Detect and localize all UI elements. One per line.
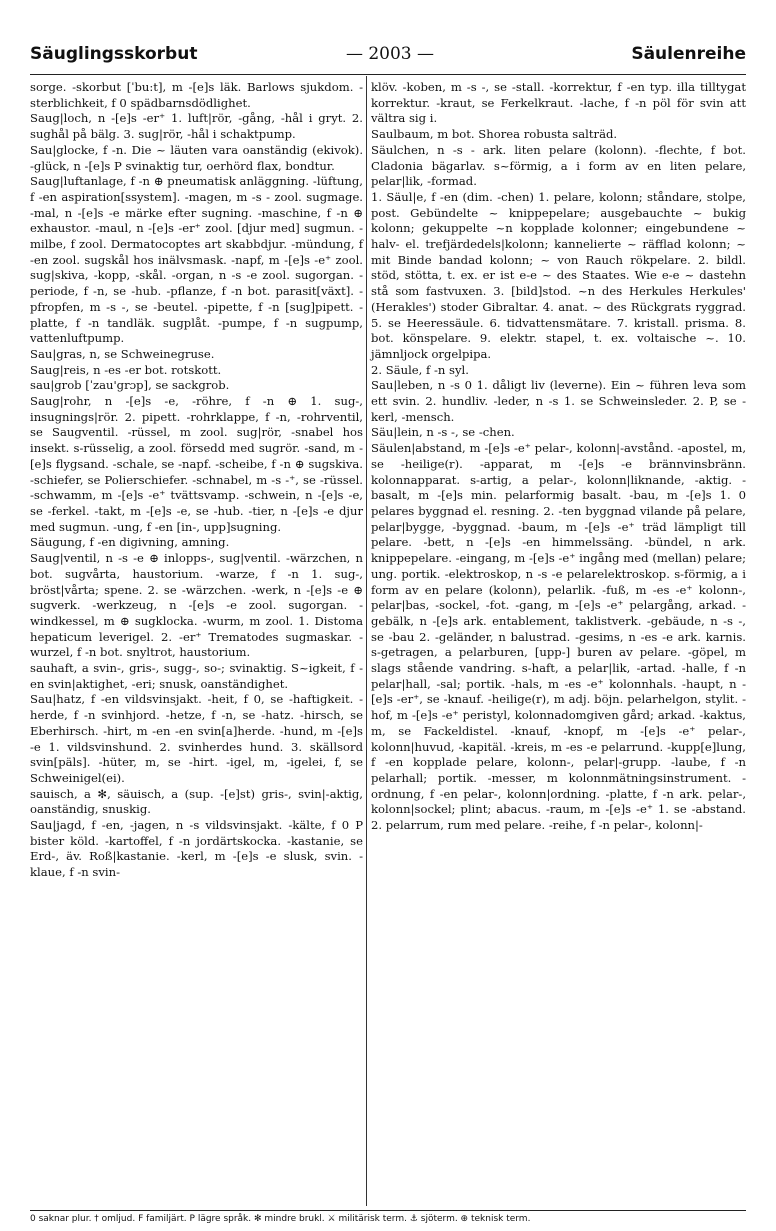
dictionary-entry: sorge. -skorbut [ˈbu:t], m -[e]s läk. Barlows sjukdom. -sterblichkeit, f 0 spädbarnsdödlighet. xyxy=(30,80,363,110)
page-number: — 2003 — xyxy=(345,44,435,64)
dictionary-entry: 1. Säul|e, f -en (dim. -chen) 1. pelare, kolonn; ståndare, stolpe, post. Gebündelte ~ knippepelare; ausgebauchte ~ bukig kolonn; gekuppelte ~n kopplade kolonner; eingebundene ~ halv- el. trefjärdedels|kolonn; kannelierte ~ räfflad kolonn; ~ mit Binde bandad kolonn; ~ von Rauch rökpelare. 2. bildl. stöd, stötta, t. ex. er ist e-e ~ des Staates. Wie e-e ~ dastehn stå som fastvuxen. 3. [bild]stod. ~n des Herkules Herkules' (Herakles') stoder Gibraltar. 4. anat. ~ des Rückgrats ryggrad. 5. se Heeressäule. 6. tidvattensmätare. 7. kristall. prisma. 8. bot. könspelare. 9. elektr. stapel, t. ex. voltaische ~. 10. jämnljock orgelpipa. xyxy=(371,189,746,361)
dictionary-entry: sau|grob [ˈzau'grɔp], se sackgrob. xyxy=(30,378,230,393)
dictionary-entry: Sau|jagd, f -en, -jagen, n -s vildsvinsjakt. -kälte, f 0 P bister köld. -kartoffel, f -n jordärtskocka. -kastanie, se Erd-, äv. Roß|kastanie. -kerl, m -[e]s -e slusk, svin. -klaue, f -n svin- xyxy=(30,818,363,880)
abbreviation-legend: 0 saknar plur. † omljud. F familjärt. P lägre språk. ✻ mindre brukl. ⚔ militärisk term. ⚓ sjöterm. ⊕ teknisk term. xyxy=(30,1214,531,1224)
dictionary-entry: Sau|glocke, f -n. Die ~ läuten vara oanständig (ekivok). -glück, n -[e]s P svinaktig tur, oerhörd flax, bondtur. xyxy=(30,142,363,173)
running-header xyxy=(30,44,746,72)
dictionary-entry: 2. Säule, f -n syl. xyxy=(371,362,469,377)
dictionary-entry: Sau|leben, n -s 0 1. dåligt liv (leverne). Ein ~ führen leva som ett svin. 2. hundliv. -leder, n -s 1. se Schweinsleder. 2. P, se -kerl, -mensch. xyxy=(371,378,746,424)
footer-rule xyxy=(30,1210,746,1211)
dictionary-entry: klöv. -koben, m -s -, se -stall. -korrektur, f -en typ. illa tilltygat korrektur. -kraut, se Ferkelkraut. -lache, f -n pöl för svin att vältra sig i. xyxy=(371,80,746,126)
dictionary-entry: sauisch, a ✻, säuisch, a (sup. -[e]st) gris-, svin|-aktig, oanständig, snuskig. xyxy=(30,786,363,817)
dictionary-entry: Saug|loch, n -[e]s -er⁺ 1. luft|rör, -gång, -hål i gryt. 2. sughål på bälg. 3. sug|rör, -hål i schaktpump. xyxy=(30,111,363,142)
left-column xyxy=(30,80,363,881)
dictionary-entry: Saug|rohr, n -[e]s -e, -röhre, f -n ⊕ 1. sug-, insugnings|rör. 2. pipett. -rohrklappe, f -n, -rohrventil, se Saugventil. -rüssel, m zool. sug|rör, -snabel hos insekt. s-rüsselig, a zool. försedd med sugrör. -sand, m -[e]s flygsand. -schale, se -napf. -scheibe, f -n ⊕ sugskiva. -schiefer, se Polierschiefer. -schnabel, m -s -⁺, se -rüssel. -schwamm, m -[e]s -e⁺ tvättsvamp. -schwein, n -[e]s -e, se -ferkel. -takt, m -[e]s -e, se -hub. -tier, n -[e]s -e djur med sugmun. -ung, f -en [in-, upp]sugning. xyxy=(30,394,363,534)
dictionary-entry: sauhaft, a svin-, gris-, sugg-, so-; svinaktig. S~igkeit, f -en svin|aktighet, -eri; snusk, oanständighet. xyxy=(30,661,363,691)
header-last-word: Säulenreihe xyxy=(631,44,746,64)
dictionary-entry: Sau|hatz, f -en vildsvinsjakt. -heit, f 0, se -haftigkeit. -herde, f -n svinhjord. -hetze, f -n, se -hatz. -hirsch, se Eberhirsch. -hirt, m -en -en svin[a]herde. -hund, m -[e]s -e 1. vildsvinshund. 2. svinherdes hund. 3. skällsord svin[päls]. -hüter, m, se -hirt. -igel, m, -igelei, f, se Schweinigel(ei). xyxy=(30,692,363,785)
column-divider xyxy=(366,76,367,1206)
dictionary-entry: Säulen|abstand, m -[e]s -e⁺ pelar-, kolonn|-avstånd. -apostel, m, se -heilige(r). -apparat, m -[e]s -e brännvinsbränn. kolonnapparat. s-artig, a pelar-, kolonn|liknande, -aktig. -basalt, m -[e]s min. pelarformig basalt. -bau, m -[e]s 1. 0 pelares byggnad el. resning. 2. -ten byggnad vilande på pelare, pelar|bygge, -byggnad. -baum, m -[e]s -e⁺ träd lämpligt till pelare. -bett, n -[e]s -en himmelssäng. -bündel, n ark. knippepelare. -eingang, m -[e]s -e⁺ ingång med (mellan) pelare; ung. portik. -elektroskop, n -s -e pelarelektroskop. s-förmig, a i form av en pelare (kolonn), pelarlik. -fuß, m -es -e⁺ kolonn-, pelar|bas, -sockel, -fot. -gang, m -[e]s -e⁺ pelargång, arkad. -gebälk, n -[e]s ark. entablement, taklistverk. -gebäude, n -s -, se -bau 2. -geländer, n balustrad. -gesims, n -es -e ark. karnis. s-getragen, a pelarburen, [upp-] buren av pelare. -göpel, m slags stående vandring. s-haft, a pelar|lik, -artad. -halle, f -n pelar|hall, -sal; portik. -hals, m -es -e⁺ kolonnhals. -haupt, n -[e]s -er⁺, se -knauf. -heilige(r), m adj. böjn. pelarhelgon, stylit. -hof, m -[e]s -e⁺ peristyl, kolonnadomgiven gård; arkad. -kaktus, m, se Fackeldistel. -knauf, -knopf, m -[e]s -e⁺ pelar-, kolonn|huvud, -kapitäl. -kreis, m -es -e pelarrund. -kupp[e]lung, f -en kopplade pelare, kolonn-, pelar|-grupp. -laube, f -n pelarhall; portik. -messer, m kolonnmätningsinstrument. -ordnung, f -en pelar-, kolonn|ordning. -platte, f -n ark. pelar-, kolonn|sockel; plint; abacus. -raum, m -[e]s -e⁺ 1. se -abstand. 2. pelarrum, rum med pelare. -reihe, f -n pelar-, kolonn|- xyxy=(371,441,746,833)
header-first-word: Säuglingsskorbut xyxy=(30,44,198,64)
right-column xyxy=(371,80,746,834)
header-rule xyxy=(30,74,746,75)
dictionary-entry: Saug|ventil, n -s -e ⊕ inlopps-, sug|ventil. -wärzchen, n bot. sugvårta, haustorium. -warze, f -n 1. sug-, bröst|vårta; spene. 2. se -wärzchen. -werk, n -[e]s -e ⊕ sugverk. -werkzeug, n -[e]s -e zool. sugorgan. -windkessel, m ⊕ sugklocka. -wurm, m zool. 1. Distoma hepaticum leverigel. 2. -er⁺ Trematodes sugmaskar. -wurzel, f -n bot. snyltrot, haustorium. xyxy=(30,551,363,660)
dictionary-entry: Säulchen, n -s - ark. liten pelare (kolonn). -flechte, f bot. Cladonia bägarlav. s~förmig, a i form av en liten pelare, pelar|lik, -formad. xyxy=(371,142,746,189)
dictionary-entry: Saulbaum, m bot. Shorea robusta salträd. xyxy=(371,127,618,142)
dictionary-entry: Saug|reis, n -es -er bot. rotskott. xyxy=(30,362,222,377)
dictionary-entry: Säugung, f -en digivning, amning. xyxy=(30,535,230,550)
dictionary-entry: Saug|luftanlage, f -n ⊕ pneumatisk anläggning. -lüftung, f -en aspiration[ssystem]. -magen, m -s - zool. sugmage. -mal, n -[e]s -e märke efter sugning. -maschine, f -n ⊕ exhaustor. -maul, n -[e]s -er⁺ zool. [djur med] sugmun. -milbe, f zool. Dermatocoptes art skabbdjur. -mündung, f -en zool. sugskål hos inälvsmask. -napf, m -[e]s -e⁺ zool. sug|skiva, -kopp, -skål. -organ, n -s -e zool. sugorgan. -periode, f -n, se -hub. -pflanze, f -n bot. parasit[växt]. -pfropfen, m -s -, se -beutel. -pipette, f -n [sug]pipett. -platte, f -n tandläk. sugplåt. -pumpe, f -n sugpump, vattenluftpump. xyxy=(30,174,363,346)
dictionary-entry: Sau|gras, n, se Schweinegruse. xyxy=(30,346,215,361)
dictionary-entry: Säu|lein, n -s -, se -chen. xyxy=(371,425,515,440)
